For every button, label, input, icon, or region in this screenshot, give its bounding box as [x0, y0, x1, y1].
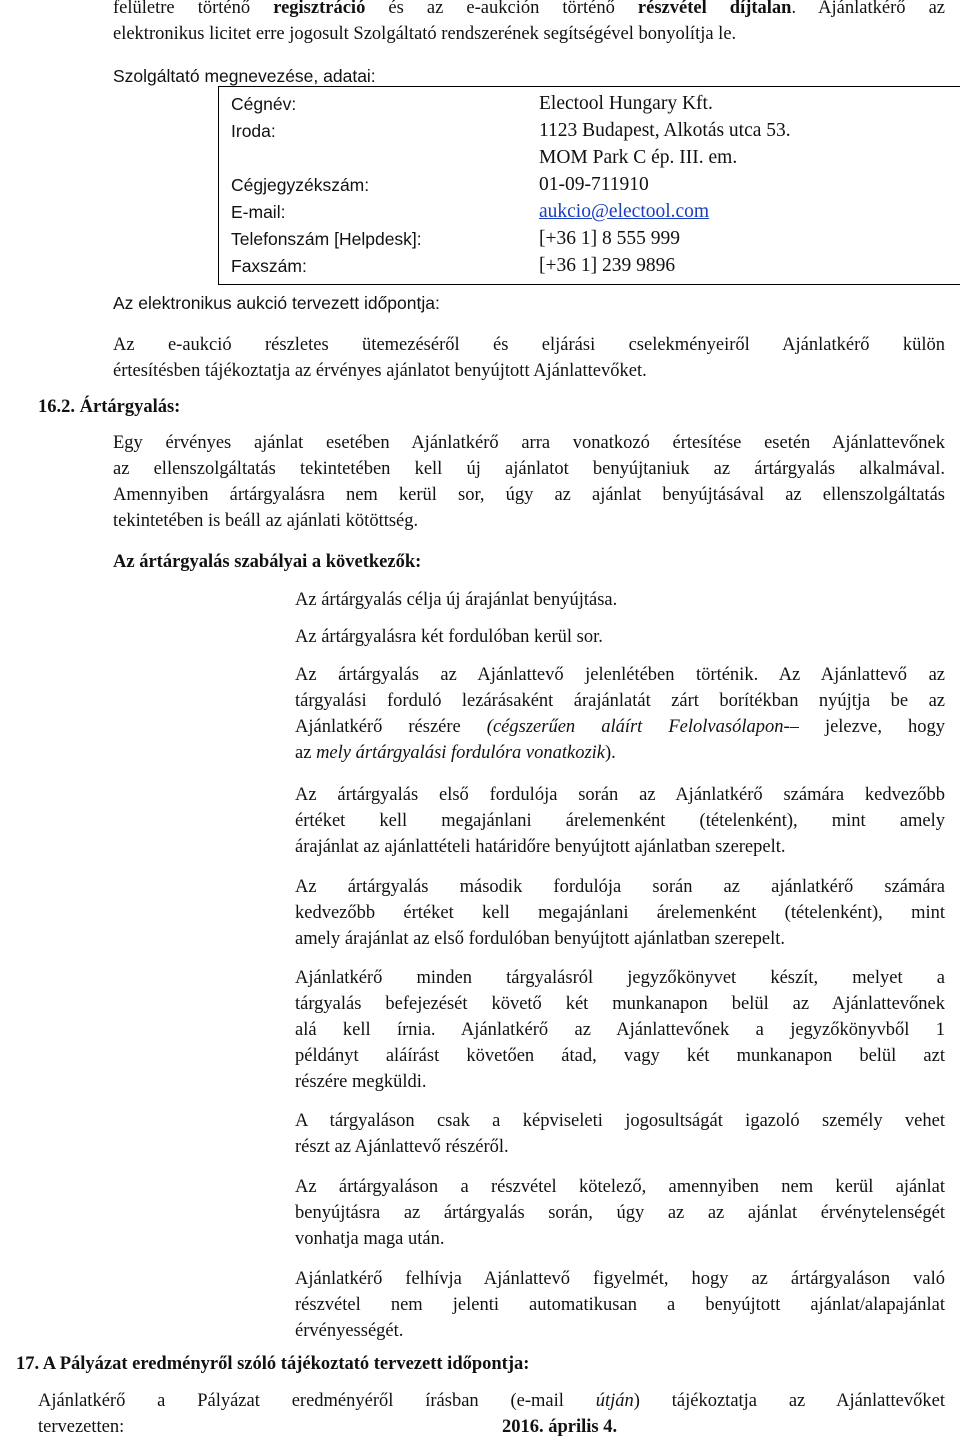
intro-text: . Ajánlatkérő az [791, 0, 945, 18]
section-17-line-1 [38, 1388, 945, 1414]
intro-text: felületre történő [113, 0, 274, 18]
provider-label: Cégnév: [231, 94, 297, 114]
rule-6-line: példányt aláírást követően átad, vagy két munkanapon belül azt [295, 1046, 945, 1066]
rule-6-line: részére megküldi. [295, 1072, 427, 1092]
provider-email-link[interactable]: aukcio@electool.com [539, 201, 710, 222]
provider-value: 01-09-711910 [539, 174, 649, 195]
rule-3-text: – jelezve, hogy [789, 717, 945, 737]
provider-label: Iroda: [231, 121, 276, 141]
rule-3-text: ). [605, 743, 616, 763]
rule-7-line: részt az Ajánlattevő részéről. [295, 1137, 509, 1157]
provider-table [218, 86, 960, 285]
section-17-italic: útján [595, 1391, 634, 1411]
section-17-text: Ajánlatkérő a Pályázat eredményéről írásban (e-mail [38, 1391, 596, 1411]
rule-3-text: Ajánlatkérő részére [295, 717, 487, 737]
rule-2: Az ártárgyalásra két fordulóban kerül sor. [295, 627, 603, 647]
section-17-date: 2016. április 4. [502, 1417, 618, 1437]
provider-value: MOM Park C ép. III. em. [539, 147, 738, 168]
provider-label: Faxszám: [231, 256, 307, 276]
rule-4-line: Az ártárgyalás első fordulója során az Ajánlatkérő számára kedvezőbb [295, 785, 945, 805]
provider-row [231, 199, 285, 225]
section-17-text: ) tájékoztatja az Ajánlattevőket [633, 1391, 945, 1411]
section-16-2-para-line: Amennyiben ártárgyalásra nem kerül sor, úgy az ajánlat benyújtásával az ellenszolgáltatás [113, 485, 945, 505]
rule-9-line: Ajánlatkérő felhívja Ajánlattevő figyelmét, hogy az ártárgyaláson való [295, 1269, 945, 1289]
provider-row [231, 172, 369, 198]
section-16-2-para-line: tekintetében is beáll az ajánlati kötöttség. [113, 511, 419, 531]
rule-3-line: Az ártárgyalás az Ajánlattevő jelenlétében történik. Az Ajánlattevő az [295, 665, 945, 685]
rule-4-line: árajánlat az ajánlattételi határidőre benyújtott ajánlatban szerepelt. [295, 837, 786, 857]
rule-3-text: az [295, 743, 317, 763]
rule-8-line: vonhatja maga után. [295, 1229, 445, 1249]
provider-row [231, 226, 422, 252]
rule-5-line: kedvezőbb értéket kell megajánlani árelemenként (tételenként), mint [295, 903, 945, 923]
provider-value: 1123 Budapest, Alkotás utca 53. [539, 120, 791, 141]
provider-heading: Szolgáltató megnevezése, adatai: [113, 66, 376, 86]
provider-value: Electool Hungary Kft. [539, 93, 713, 114]
provider-label: E-mail: [231, 202, 286, 222]
rule-6-line: tárgyalás befejezését követő két munkanapon belül az Ajánlattevőnek [295, 994, 945, 1014]
rule-9-line: részvétel nem jelenti automatikusan a benyújtott ajánlat/alapajánlat [295, 1295, 945, 1315]
section-17-line-2-label: tervezetten: [38, 1417, 125, 1437]
rule-3-line: tárgyalási forduló lezárásaként árajánlatát zárt borítékban nyújtja be az [295, 691, 945, 711]
rule-6-line: alá kell írnia. Ajánlatkérő az Ajánlattevőnek a jegyzőkönyvből 1 [295, 1020, 945, 1040]
rule-7-line: A tárgyaláson csak a képviseleti jogosultságát igazoló személy vehet [295, 1111, 945, 1131]
auction-time-label: Az elektronikus aukció tervezett időpontja: [113, 293, 440, 313]
rule-5-line: amely árajánlat az első fordulóban benyújtott ajánlatban szerepelt. [295, 929, 786, 949]
rules-heading: Az ártárgyalás szabályai a következők: [113, 552, 422, 572]
schedule-note-line-2: értesítésben tájékoztatja az érvényes ajánlatot benyújtott Ajánlattevőket. [113, 361, 647, 381]
rule-8-line: benyújtásra az ártárgyalás során, úgy az az ajánlat érvénytelenségét [295, 1203, 945, 1223]
rule-3-line [295, 740, 945, 766]
provider-row [231, 253, 307, 279]
rule-3-line [295, 714, 945, 740]
intro-bold: részvétel díjtalan [637, 0, 792, 18]
rule-9-line: érvényességét. [295, 1321, 404, 1341]
section-16-2-para-line: Egy érvényes ajánlat esetében Ajánlatkérő arra vonatkozó értesítése esetén Ajánlattevőnek [113, 433, 945, 453]
rule-8-line: Az ártárgyaláson a részvétel kötelező, amennyiben nem kerül ajánlat [295, 1177, 945, 1197]
provider-row [231, 118, 276, 144]
provider-row [231, 91, 296, 117]
rule-6-line: Ajánlatkérő minden tárgyalásról jegyzőkönyvet készít, melyet a [295, 968, 945, 988]
provider-label: Telefonszám [Helpdesk]: [231, 229, 422, 249]
rule-5-line: Az ártárgyalás második fordulója során az ajánlatkérő számára [295, 877, 945, 897]
intro-line-1 [113, 0, 945, 21]
provider-value: [+36 1] 8 555 999 [539, 228, 680, 249]
rule-4-line: értéket kell megajánlani árelemenként (tételenként), mint amely [295, 811, 945, 831]
provider-label: Cégjegyzékszám: [231, 175, 370, 195]
schedule-note-line-1: Az e-aukció részletes ütemezéséről és eljárási cselekményeiről Ajánlatkérő külön [113, 335, 945, 355]
section-17-heading: 17. A Pályázat eredményről szóló tájékoztató tervezett időpontja: [16, 1354, 530, 1374]
rule-1: Az ártárgyalás célja új árajánlat benyújtása. [295, 590, 618, 610]
intro-text: és az e-aukción történő [365, 0, 638, 18]
rule-3-italic: (cégszerűen aláírt Felolvasólapon- [486, 717, 790, 737]
rule-3-italic: mely ártárgyalási fordulóra vonatkozik [316, 743, 606, 763]
section-16-2-heading: 16.2. Ártárgyalás: [38, 397, 181, 417]
provider-value: [+36 1] 239 9896 [539, 255, 676, 276]
intro-bold: regisztráció [273, 0, 366, 18]
intro-line-2: elektronikus licitet erre jogosult Szolgáltató rendszerének segítségével bonyolítja le. [113, 24, 737, 44]
section-16-2-para-line: az ellenszolgáltatás tekintetében kell új ajánlatot benyújtaniuk az ártárgyalás alkalmával. [113, 459, 945, 479]
